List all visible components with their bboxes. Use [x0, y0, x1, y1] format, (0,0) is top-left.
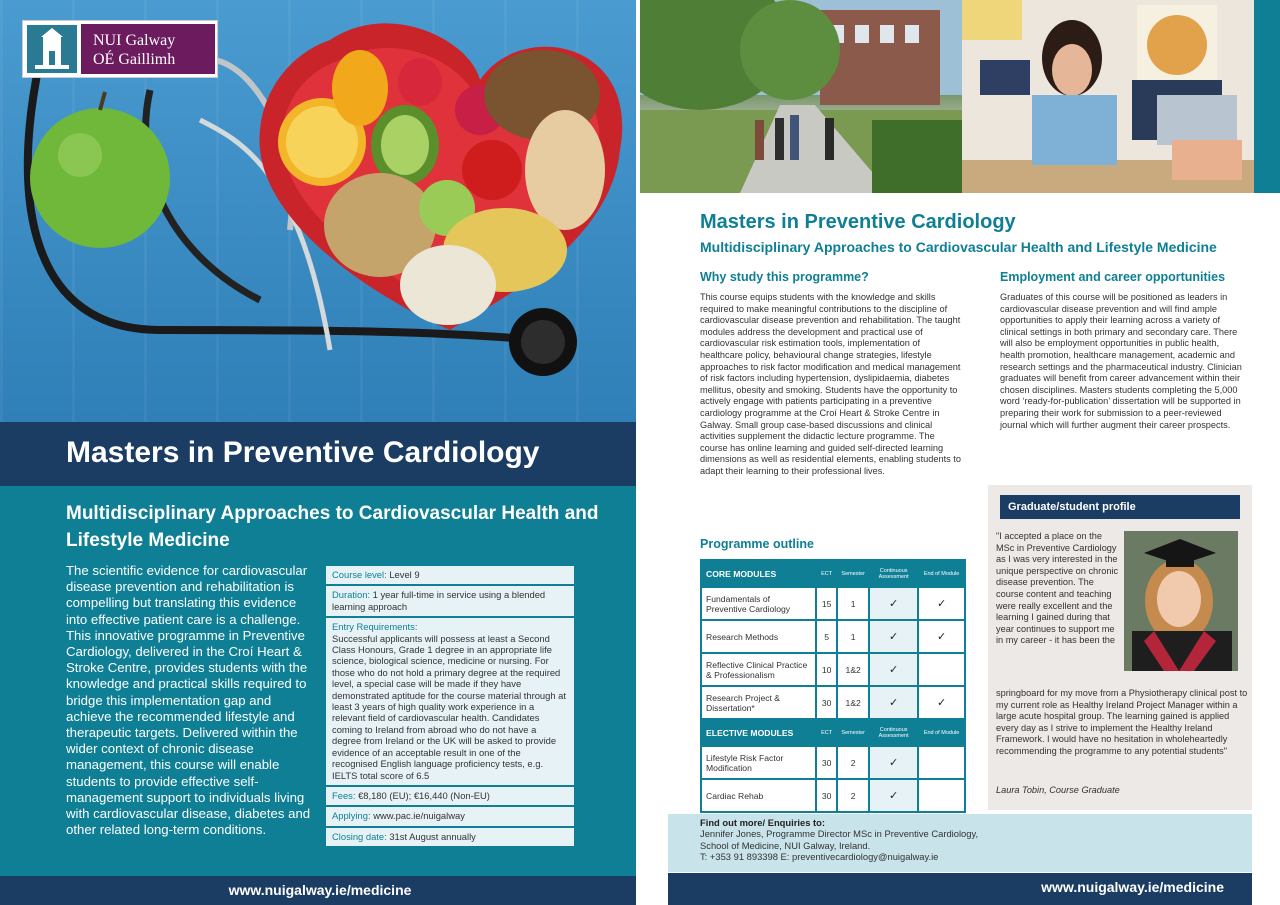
contact-name-line: Jennifer Jones, Programme Director MSc in Preventive Cardiology, — [700, 828, 979, 839]
course-level-value: Level 9 — [389, 569, 420, 580]
module-semester: 2 — [837, 746, 869, 779]
table-row — [701, 746, 965, 779]
closing-date-label: Closing date: — [332, 830, 387, 842]
module-name: Lifestyle Risk Factor Modification — [701, 746, 816, 779]
why-study-paragraph: This course equips students with the knowledge and skills required to make meaningful contributions to the discipline of cardiovascular disease prevention and rehabilitation. The taught modules address the development and practical use of cardiovascular risk estimation tools, implementation of healthcare policy, behavioural change strategies, lifestyle approaches to risk factor modification and medical management of risk factors including hypertension, dyslipidaemia, diabetes mellitus, obesity and smoking. Students have the opportunity to actively engage with patients participating in a preventive cardiology programme at the Croí Heart & Stroke Centre in Galway. Small group case-based discussions and clinical activities supplement the didactic lecture programme. The course has online learning and guided self-directed learning dimensions as well as residential elements, enabling students to adapt their learning to their professional lives. — [700, 292, 961, 476]
entry-requirements-row — [326, 618, 574, 787]
ect-column-header: ECT — [816, 560, 837, 587]
intro-paragraph: The scientific evidence for cardiovascular disease prevention and rehabilitation is compelling but translating this evidence into effective patient care is a challenge. This innovative programme in Preventive Cardiology, delivered in the Croí Heart & Stroke Centre, provides students with the knowledge and practical skills required to bridge this implementation gap and achieve the recommended lifestyle and therapeutic targets. Delivered within the wider context of chronic disease management, this course will enable students to provide effective self-management support to individuals living with cardiovascular disease, diabetes and other related long-term conditions. — [66, 563, 311, 838]
entry-requirements-value: Successful applicants will possess at least a Second Class Honours, Grade 1 degree in an appropriate life science, biological science, medicine or nursing. For those who do not hold a primary degree at the required level, a special case will be made if they have demonstrated aptitude for the course material through at least 3 years of high quality work experience in a relevant field of cardiovascular health. Candidates coming to Ireland from abroad who do not have a degree from Ireland or the UK will be asked to provide evidence of an acceptable result in one of the recognised English language proficiency tests, e.g. IELTS total score of 6.5 — [332, 632, 566, 781]
check-icon: ✓ — [869, 587, 918, 620]
clinic-photo — [962, 0, 1254, 193]
contact-heading: Find out more/ Enquiries to: — [700, 817, 825, 828]
module-name: Reflective Clinical Practice & Professionalism — [701, 653, 816, 686]
campus-photo — [640, 0, 962, 193]
module-name: Research Project & Dissertation* — [701, 686, 816, 719]
closing-date-value: 31st August annually — [389, 830, 476, 842]
elective-modules-header: ELECTIVE MODULES — [701, 719, 816, 746]
continuous-assessment-column-header: Continuous Assessment — [869, 560, 918, 587]
elective-header-row — [701, 719, 965, 746]
end-of-module-column-header: End of Module — [918, 560, 965, 587]
crest-icon — [27, 25, 77, 73]
profile-quote-part1: "I accepted a place on the MSc in Preventive Cardiology as I was very interested in the unique perspective on chronic disease prevention. The course content and teaching were really excellent and the learning I gained during that year continues to support me in my career - it has been the — [996, 531, 1119, 646]
contact-phone-email-line[interactable]: T: +353 91 893398 E: preventivecardiology@nuigalway.ie — [700, 851, 939, 863]
empty-cell — [918, 746, 965, 779]
entry-requirements-label: Entry Requirements: — [332, 621, 418, 633]
module-ect: 30 — [816, 746, 837, 779]
course-level-label: Course level: — [332, 569, 387, 580]
contact-box — [668, 814, 1252, 872]
fees-value: €8,180 (EU); €16,440 (Non-EU) — [358, 789, 490, 801]
right-footer — [668, 873, 1252, 905]
end-of-module-column-header: End of Module — [918, 719, 965, 746]
module-name: Fundamentals of Preventive Cardiology — [701, 587, 816, 620]
profile-quote-part2: springboard for my move from a Physiotherapy clinical post to my current role as Healthy Ireland Project Manager within a large acute hospital group. The learning gained is applied every day as I strive to implement the Healthy Ireland Framework. I would have no hesitation in wholeheartedly recommending the programme to any potential students" — [996, 688, 1248, 756]
table-row — [701, 620, 965, 653]
accent-strip — [1254, 0, 1280, 193]
course-level-row — [326, 566, 574, 586]
table-row — [701, 779, 965, 812]
continuous-assessment-column-header: Continuous Assessment — [869, 719, 918, 746]
logo-line-english: NUI Galway — [93, 32, 176, 49]
hero-image-heart-bowl — [0, 0, 640, 422]
ect-column-header: ECT — [816, 719, 837, 746]
page-subtitle: Multidisciplinary Approaches to Cardiovascular Health and Lifestyle Medicine — [66, 503, 599, 551]
duration-row — [326, 586, 574, 618]
module-ect: 30 — [816, 779, 837, 812]
right-page-title: Masters in Preventive Cardiology — [700, 211, 1016, 233]
right-page-subtitle: Multidisciplinary Approaches to Cardiovascular Health and Lifestyle Medicine — [700, 239, 1217, 255]
profile-heading: Graduate/student profile — [1000, 495, 1240, 519]
semester-column-header: Semester — [837, 719, 869, 746]
check-icon: ✓ — [918, 620, 965, 653]
fees-label: Fees: — [332, 789, 356, 801]
module-ect: 30 — [816, 686, 837, 719]
modules-table — [700, 559, 966, 813]
applying-row — [326, 807, 574, 827]
left-footer — [0, 876, 640, 905]
semester-column-header: Semester — [837, 560, 869, 587]
duration-value: 1 year full-time in service using a blended learning approach — [332, 589, 546, 612]
table-row — [701, 587, 965, 620]
contact-address-line: School of Medicine, NUI Galway, Ireland. — [700, 839, 871, 851]
logo-line-irish: OÉ Gaillimh — [93, 51, 176, 68]
core-modules-header: CORE MODULES — [701, 560, 816, 587]
check-icon: ✓ — [869, 686, 918, 719]
module-ect: 15 — [816, 587, 837, 620]
closing-date-row — [326, 828, 574, 846]
logo-wordmark — [81, 24, 215, 74]
check-icon: ✓ — [869, 653, 918, 686]
why-study-heading: Why study this programme? — [700, 270, 869, 284]
graduate-photo — [1124, 531, 1238, 671]
employment-heading: Employment and career opportunities — [1000, 270, 1226, 284]
empty-cell — [918, 653, 965, 686]
page-title: Masters in Preventive Cardiology — [66, 436, 540, 469]
applying-label: Applying: — [332, 810, 371, 822]
profile-signature: Laura Tobin, Course Graduate — [996, 785, 1120, 795]
footer-website-link[interactable]: www.nuigalway.ie/medicine — [228, 882, 412, 898]
nui-galway-logo — [22, 20, 218, 78]
applying-link[interactable]: www.pac.ie/nuigalway — [373, 810, 465, 822]
check-icon: ✓ — [869, 746, 918, 779]
employment-paragraph: Graduates of this course will be positioned as leaders in cardiovascular disease prevention and will find ample opportunities to apply their learning across a variety of clinical settings in both primary and secondary care. There will also be employment opportunities in public health, health promotion, healthcare management, academic and research settings and the pharmaceutical industry. Clinician graduates will benefit from career advancement within their chosen disciplines. Masters students completing the 5,000 word ‘ready-for-publication’ dissertation will be supported in preparing their work for submission to a peer-reviewed journal which will further augment their career prospects. — [1000, 292, 1242, 430]
table-row — [701, 686, 965, 719]
course-info-box — [326, 566, 574, 846]
module-ect: 10 — [816, 653, 837, 686]
fees-row — [326, 787, 574, 807]
right-page — [640, 0, 1280, 905]
check-icon: ✓ — [869, 620, 918, 653]
check-icon: ✓ — [918, 587, 965, 620]
table-row — [701, 653, 965, 686]
module-semester: 1 — [837, 620, 869, 653]
module-ect: 5 — [816, 620, 837, 653]
core-header-row — [701, 560, 965, 587]
module-semester: 1&2 — [837, 653, 869, 686]
programme-outline-heading: Programme outline — [700, 537, 814, 551]
module-semester: 2 — [837, 779, 869, 812]
module-semester: 1 — [837, 587, 869, 620]
empty-cell — [918, 779, 965, 812]
footer-website-link[interactable]: www.nuigalway.ie/medicine — [1041, 879, 1224, 895]
duration-label: Duration: — [332, 589, 371, 601]
module-name: Cardiac Rehab — [701, 779, 816, 812]
check-icon: ✓ — [918, 686, 965, 719]
check-icon: ✓ — [869, 779, 918, 812]
module-semester: 1&2 — [837, 686, 869, 719]
graduate-profile-box — [988, 485, 1252, 810]
module-name: Research Methods — [701, 620, 816, 653]
